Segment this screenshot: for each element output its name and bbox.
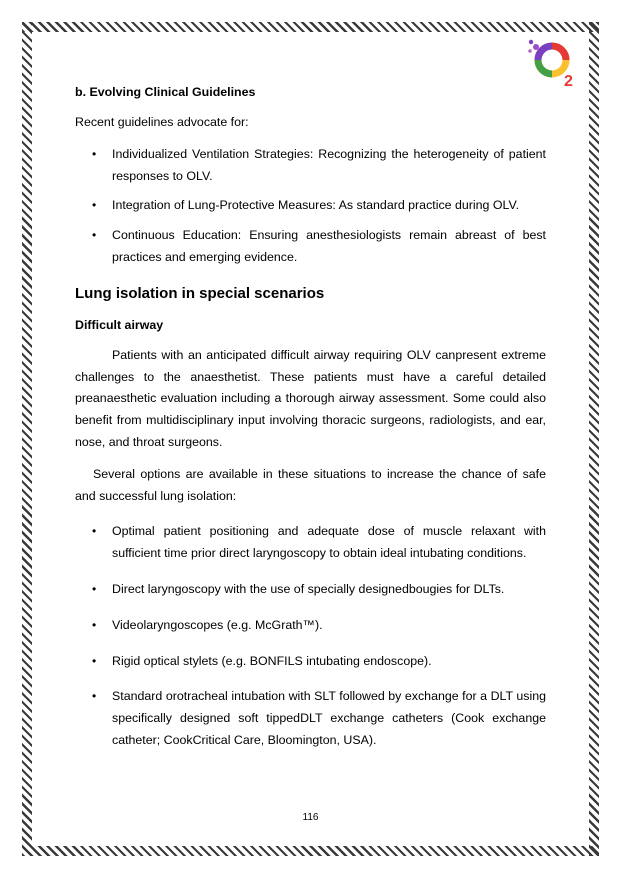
list-item: • Direct laryngoscopy with the use of specially designedbougies for DLTs. bbox=[92, 581, 505, 596]
list-item: • Rigid optical stylets (e.g. BONFILS intubating endoscope). bbox=[92, 653, 432, 668]
paragraph-difficult-airway: Patients with an anticipated difficult airway requiring OLV canpresent extreme challenges to the anaesthetist. These patients must have a careful detailed preanaesthetic evaluation including a thorough airway assessment. Some could also benefit from multidisciplinary input involving thoracic surgeons, radiologists, and ear, nose, and throat surgeons. bbox=[75, 347, 546, 449]
list-item: • Videolaryngoscopes (e.g. McGrath™). bbox=[92, 617, 323, 632]
list-item: • Optimal patient positioning and adequate dose of muscle relaxant with sufficient time prior direct laryngoscopy to obtain ideal intubating conditions. bbox=[92, 524, 546, 561]
o2-logo-icon bbox=[524, 38, 580, 88]
page-border-right bbox=[589, 22, 599, 856]
section-heading-lung-isolation: Lung isolation in special scenarios bbox=[75, 284, 325, 302]
subheading-difficult-airway: Difficult airway bbox=[75, 317, 164, 332]
page-number: 116 bbox=[302, 812, 319, 823]
list-item: • Integration of Lung-Protective Measures: As standard practice during OLV. bbox=[92, 198, 520, 213]
list-item: • Standard orotracheal intubation with SLT followed by exchange for a DLT using specifically designed soft tippedDLT exchange catheters (Cook exchange catheter; CookCritical Care, Bloomington, USA). bbox=[92, 689, 546, 747]
page-border-left bbox=[22, 22, 32, 856]
section-heading-guidelines: b. Evolving Clinical Guidelines bbox=[75, 85, 256, 99]
list-item: • Continuous Education: Ensuring anesthesiologists remain abreast of best practices and emerging evidence. bbox=[92, 228, 546, 264]
document-body bbox=[75, 82, 546, 766]
options-list bbox=[75, 521, 546, 751]
paragraph-options: Several options are available in these situations to increase the chance of safe and successful lung isolation: bbox=[75, 466, 546, 503]
guidelines-intro: Recent guidelines advocate for: bbox=[75, 115, 249, 129]
page-border-bottom bbox=[22, 846, 599, 856]
page-border-top bbox=[22, 22, 599, 32]
guidelines-list bbox=[75, 144, 546, 269]
svg-text:2: 2 bbox=[564, 73, 573, 88]
list-item: • Individualized Ventilation Strategies: Recognizing the heterogeneity of patient responses to OLV. bbox=[92, 146, 546, 183]
